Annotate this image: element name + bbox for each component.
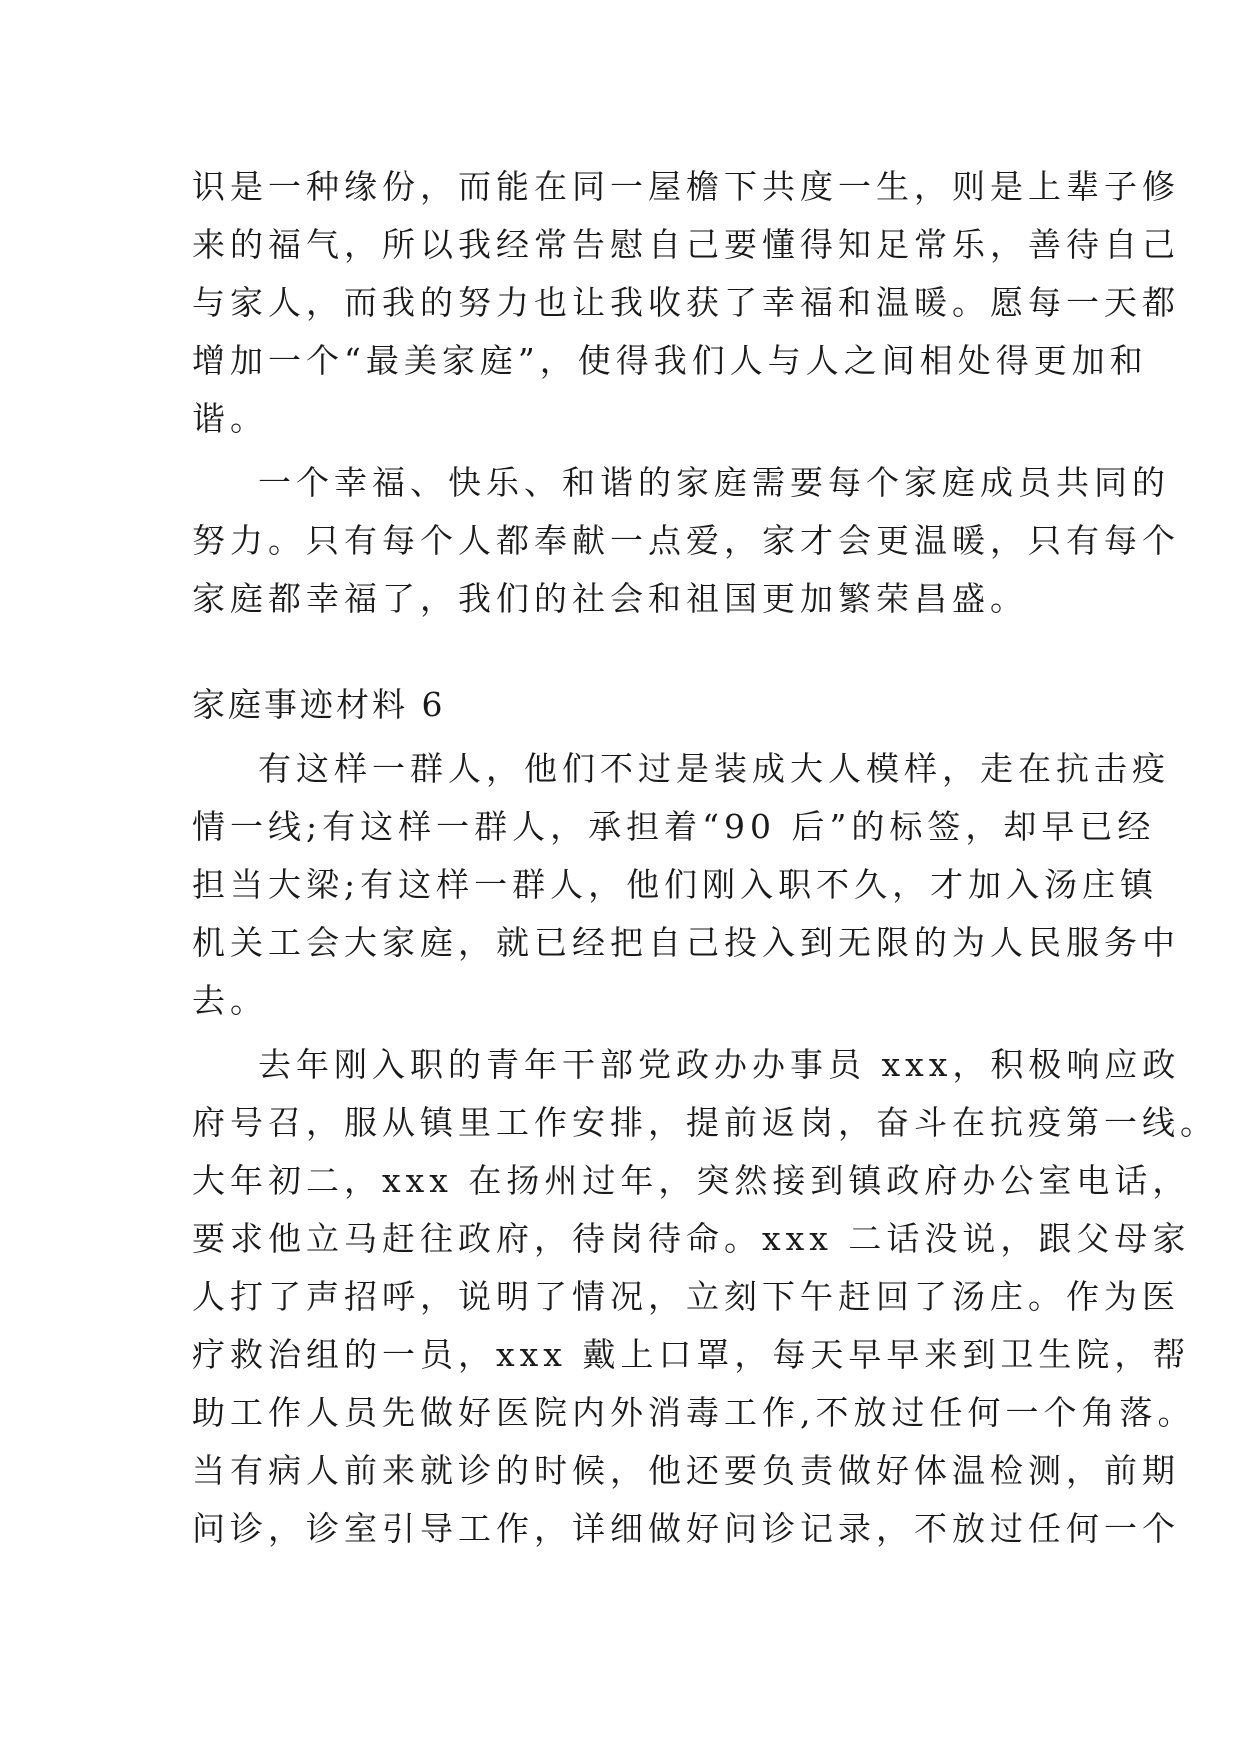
text-line: 情一线;有这样一群人，承担着“90 后”的标签，却早已经 <box>192 807 1156 846</box>
text-line: 去。 <box>192 981 268 1020</box>
text-line: 增加一个“最美家庭”，使得我们人与人之间相处得更加和 <box>192 341 1148 380</box>
text-line: 谐。 <box>192 399 268 438</box>
text-line: 问诊，诊室引导工作，详细做好问诊记录，不放过任何一个 <box>192 1509 1180 1548</box>
text-line: 与家人，而我的努力也让我收获了幸福和温暖。愿每一天都 <box>192 283 1180 322</box>
document-body <box>192 158 1218 1558</box>
section-heading: 家庭事迹材料 6 <box>192 685 446 724</box>
text-line: 要求他立马赶往政府，待岗待命。xxx 二话没说，跟父母家 <box>192 1219 1191 1258</box>
text-line: 家庭都幸福了，我们的社会和祖国更加繁荣昌盛。 <box>192 579 1028 618</box>
text-line: 识是一种缘份，而能在同一屋檐下共度一生，则是上辈子修 <box>192 167 1180 206</box>
text-line: 机关工会大家庭，就已经把自己投入到无限的为人民服务中 <box>192 923 1180 962</box>
text-line: 努力。只有每个人都奉献一点爱，家才会更温暖，只有每个 <box>192 521 1180 560</box>
text-line: 去年刚入职的青年干部党政办办事员 xxx，积极响应政 <box>258 1045 1181 1084</box>
text-line: 大年初二，xxx 在扬州过年，突然接到镇政府办公室电话， <box>192 1161 1191 1200</box>
text-line: 人打了声招呼，说明了情况，立刻下午赶回了汤庄。作为医 <box>192 1277 1180 1316</box>
paragraph-2 <box>192 454 1180 628</box>
text-line: 助工作人员先做好医院内外消毒工作,不放过任何一个角落。 <box>192 1393 1196 1432</box>
paragraph-1 <box>192 158 1180 448</box>
text-line: 府号召，服从镇里工作安排，提前返岗，奋斗在抗疫第一线。 <box>192 1103 1218 1142</box>
text-line: 担当大梁;有这样一群人，他们刚入职不久，才加入汤庄镇 <box>192 865 1159 904</box>
text-line: 来的福气，所以我经常告慰自己要懂得知足常乐，善待自己 <box>192 225 1180 264</box>
text-line: 一个幸福、快乐、和谐的家庭需要每个家庭成员共同的 <box>258 463 1170 502</box>
text-line: 有这样一群人，他们不过是装成大人模样，走在抗击疫 <box>258 749 1170 788</box>
text-line: 疗救治组的一员，xxx 戴上口罩，每天早早来到卫生院，帮 <box>192 1335 1191 1374</box>
text-line: 当有病人前来就诊的时候，他还要负责做好体温检测，前期 <box>192 1451 1180 1490</box>
paragraph-4 <box>192 1036 1218 1558</box>
paragraph-3 <box>192 740 1180 1030</box>
